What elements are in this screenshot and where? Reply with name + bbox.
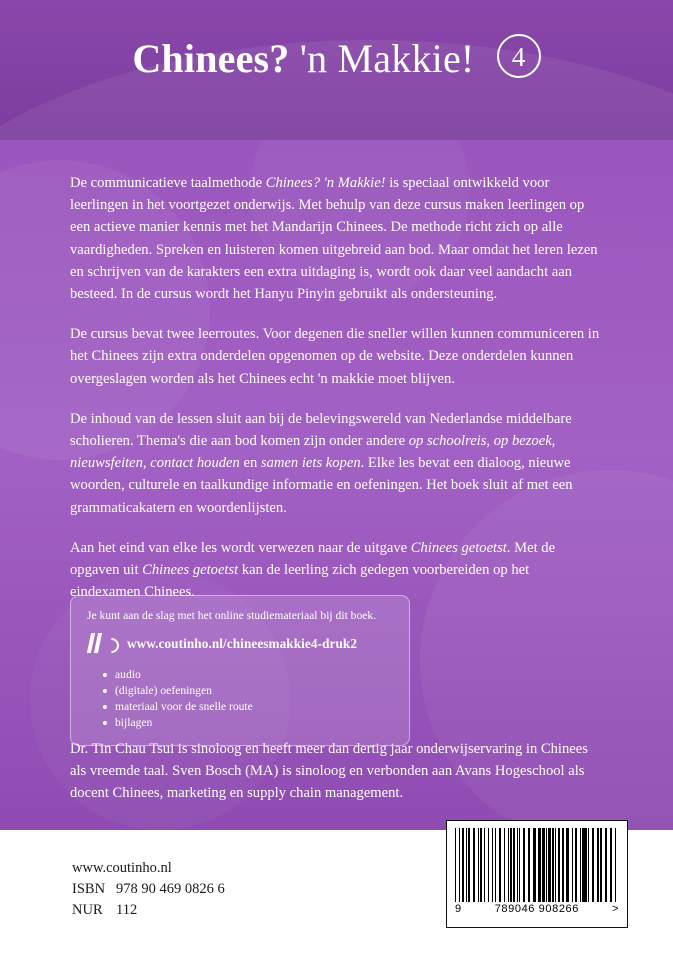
- online-material-list: [87, 667, 393, 731]
- isbn-label: ISBN: [72, 881, 106, 897]
- header-band: [0, 0, 673, 150]
- nur-value: 112: [116, 902, 138, 918]
- blurb-text: [70, 172, 603, 621]
- title-bold: Chinees?: [132, 36, 290, 81]
- online-intro-text: Je kunt aan de slag met het online studiemateriaal bij dit boek.: [87, 609, 377, 622]
- online-material-box: [70, 595, 410, 746]
- paragraph: De inhoud van de lessen sluit aan bij de belevingswereld van Nederlandse middelbare scholieren. Thema's die aan bod komen zijn onder andere op schoolreis, op bezoek, nieuwsfeiten, contact houden en samen iets kopen. Elke les bevat een dialoog, nieuwe woorden, culturele en taalkundige informatie en oefeningen. Het boek sluit af met een grammaticakatern en woordenlijsten.: [70, 410, 573, 516]
- nur-row: [72, 900, 225, 921]
- barcode-left-digit: 9: [455, 903, 462, 915]
- barcode-right-digit: >: [611, 903, 619, 915]
- barcode-digits: [455, 903, 619, 915]
- author-bio: Dr. Tin Chau Tsui is sinoloog en heeft meer dan dertig jaar onderwijservaring in Chinees als vreemde taal. Sven Bosch (MA) is sinoloog en verbonden aan Avans Hogeschool als docent Chinees, marketing en supply chain management.: [70, 741, 588, 802]
- online-url-link[interactable]: www.coutinho.nl/chineesmakkie4-druk2: [127, 636, 358, 651]
- nur-label: NUR: [72, 902, 103, 918]
- list-item: bijlagen: [103, 715, 393, 731]
- isbn-value: 978 90 469 0826 6: [116, 881, 225, 897]
- footer-band: [0, 830, 673, 960]
- list-item: materiaal voor de snelle route: [103, 699, 393, 715]
- page-title: [0, 34, 673, 82]
- body-band: [0, 140, 673, 830]
- barcode-bars: [455, 828, 619, 902]
- list-item: (digitale) oefeningen: [103, 683, 393, 699]
- paragraph: De cursus bevat twee leerroutes. Voor degenen die sneller willen kunnen communiceren in het Chinees zijn extra onderdelen opgenomen op de website. Deze onderdelen kunnen overgeslagen worden als het Chinees echt 'n makkie moet blijven.: [70, 326, 600, 387]
- publisher-info: [72, 858, 225, 921]
- paragraph: Aan het eind van elke les wordt verwezen naar de uitgave Chinees getoetst. Met de opgaven uit Chinees getoetst kan de leerling zich gedegen voorbereiden op het eindexamen Chinees.: [70, 539, 556, 601]
- online-url-row[interactable]: [87, 631, 393, 657]
- wifi-link-icon: [87, 631, 117, 657]
- title-light: 'n Makkie!: [299, 36, 475, 81]
- barcode-main-digits: 789046 908266: [494, 903, 579, 915]
- isbn-row: [72, 879, 225, 900]
- volume-badge: 4: [497, 34, 541, 78]
- paragraph: De communicatieve taalmethode Chinees? 'n Makkie! is speciaal ontwikkeld voor leerlingen in het voortgezet onderwijs. Met behulp van deze cursus maken leerlingen op een actieve manier kennis met het Mandarijn Chinees. De methode richt zich op alle vaardigheden. Spreken en luisteren komen uitgebreid aan bod. Maar omdat het leren lezen en schrijven van de karakters een extra uitdaging is, wordt ook daar veel aandacht aan besteed. In de cursus wordt het Hanyu Pinyin gebruikt als ondersteuning.: [70, 175, 598, 303]
- barcode: [446, 820, 628, 928]
- publisher-website[interactable]: www.coutinho.nl: [72, 860, 172, 876]
- list-item: audio: [103, 667, 393, 683]
